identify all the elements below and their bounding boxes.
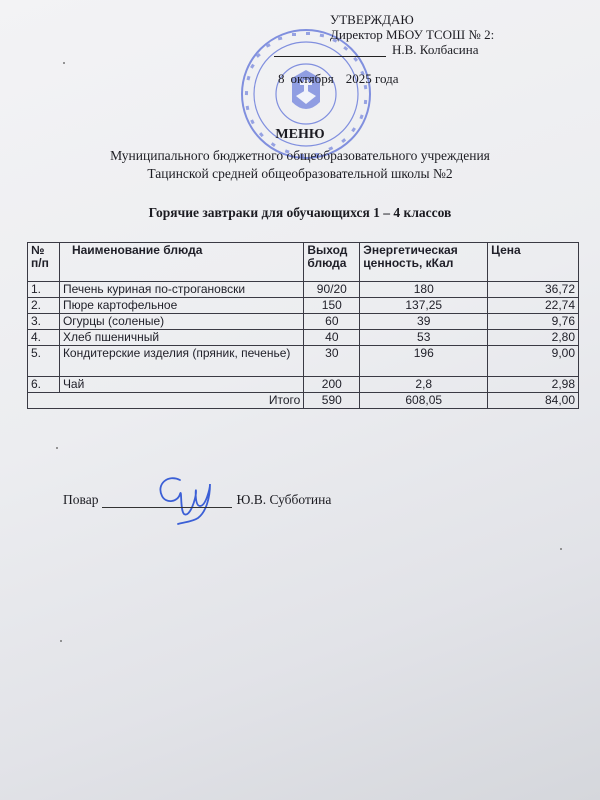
director-position: Директор МБОУ ТСОШ № 2: xyxy=(330,27,495,42)
row-price: 36,72 xyxy=(488,282,579,298)
row-price: 2,80 xyxy=(488,330,579,346)
cook-signature-blank xyxy=(102,495,232,508)
column-header-output: Выход блюда xyxy=(304,243,360,282)
paper-speck xyxy=(560,548,562,550)
row-energy: 196 xyxy=(360,346,488,377)
row-price: 2,98 xyxy=(488,377,579,393)
row-price: 9,00 xyxy=(488,346,579,377)
row-num: 1. xyxy=(28,282,60,298)
table-row xyxy=(28,330,579,346)
row-energy: 53 xyxy=(360,330,488,346)
total-price: 84,00 xyxy=(488,393,579,409)
column-header-energy: Энергетическая ценность, кКал xyxy=(360,243,488,282)
table-header-row xyxy=(28,243,579,282)
row-num: 3. xyxy=(28,314,60,330)
organization-line-2: Тацинской средней общеобразовательной школы №2 xyxy=(147,166,453,181)
row-energy: 39 xyxy=(360,314,488,330)
row-energy: 137,25 xyxy=(360,298,488,314)
menu-subtitle: Горячие завтраки для обучающихся 1 – 4 классов xyxy=(148,205,452,220)
column-header-num: № п/п xyxy=(28,243,60,282)
row-energy: 180 xyxy=(360,282,488,298)
row-dish-name: Чай xyxy=(59,377,303,393)
row-output: 150 xyxy=(304,298,360,314)
date-month: октября xyxy=(290,71,334,86)
paper-speck xyxy=(60,640,62,642)
row-num: 5. xyxy=(28,346,60,377)
row-price: 22,74 xyxy=(488,298,579,314)
table-row xyxy=(28,282,579,298)
date-day: 8 xyxy=(278,71,285,86)
column-header-price: Цена xyxy=(488,243,579,282)
table-row xyxy=(28,298,579,314)
row-output: 30 xyxy=(304,346,360,377)
date-year: 2025 года xyxy=(345,71,399,86)
table-row xyxy=(28,377,579,393)
row-energy: 2,8 xyxy=(360,377,488,393)
row-output: 40 xyxy=(304,330,360,346)
total-energy: 608,05 xyxy=(360,393,488,409)
approval-block xyxy=(278,12,535,86)
row-output: 60 xyxy=(304,314,360,330)
total-output: 590 xyxy=(304,393,360,409)
row-dish-name: Кондитерские изделия (пряник, печенье) xyxy=(59,346,303,377)
row-price: 9,76 xyxy=(488,314,579,330)
row-num: 2. xyxy=(28,298,60,314)
approval-date xyxy=(278,71,483,86)
total-label: Итого xyxy=(28,393,304,409)
cook-label: Повар xyxy=(63,492,99,507)
row-dish-name: Печень куриная по-строгановски xyxy=(59,282,303,298)
approval-heading: УТВЕРЖДАЮ xyxy=(330,12,414,27)
table-row xyxy=(28,314,579,330)
row-dish-name: Пюре картофельное xyxy=(59,298,303,314)
row-dish-name: Хлеб пшеничный xyxy=(59,330,303,346)
cook-signature-line xyxy=(63,492,331,508)
row-num: 6. xyxy=(28,377,60,393)
signature-blank xyxy=(274,56,386,57)
row-output: 200 xyxy=(304,377,360,393)
row-num: 4. xyxy=(28,330,60,346)
menu-table xyxy=(27,242,579,409)
director-signature-line xyxy=(274,42,479,57)
column-header-name: Наименование блюда xyxy=(59,243,303,282)
paper-speck xyxy=(63,62,65,64)
paper-speck xyxy=(56,447,58,449)
table-total-row xyxy=(28,393,579,409)
page-title: МЕНЮ xyxy=(275,127,325,142)
row-output: 90/20 xyxy=(304,282,360,298)
row-dish-name: Огурцы (соленые) xyxy=(59,314,303,330)
director-name: Н.В. Колбасина xyxy=(392,42,479,57)
organization-line-1: Муниципального бюджетного общеобразовательного учреждения xyxy=(110,148,490,163)
table-row xyxy=(28,346,579,377)
cook-name: Ю.В. Субботина xyxy=(236,492,332,507)
